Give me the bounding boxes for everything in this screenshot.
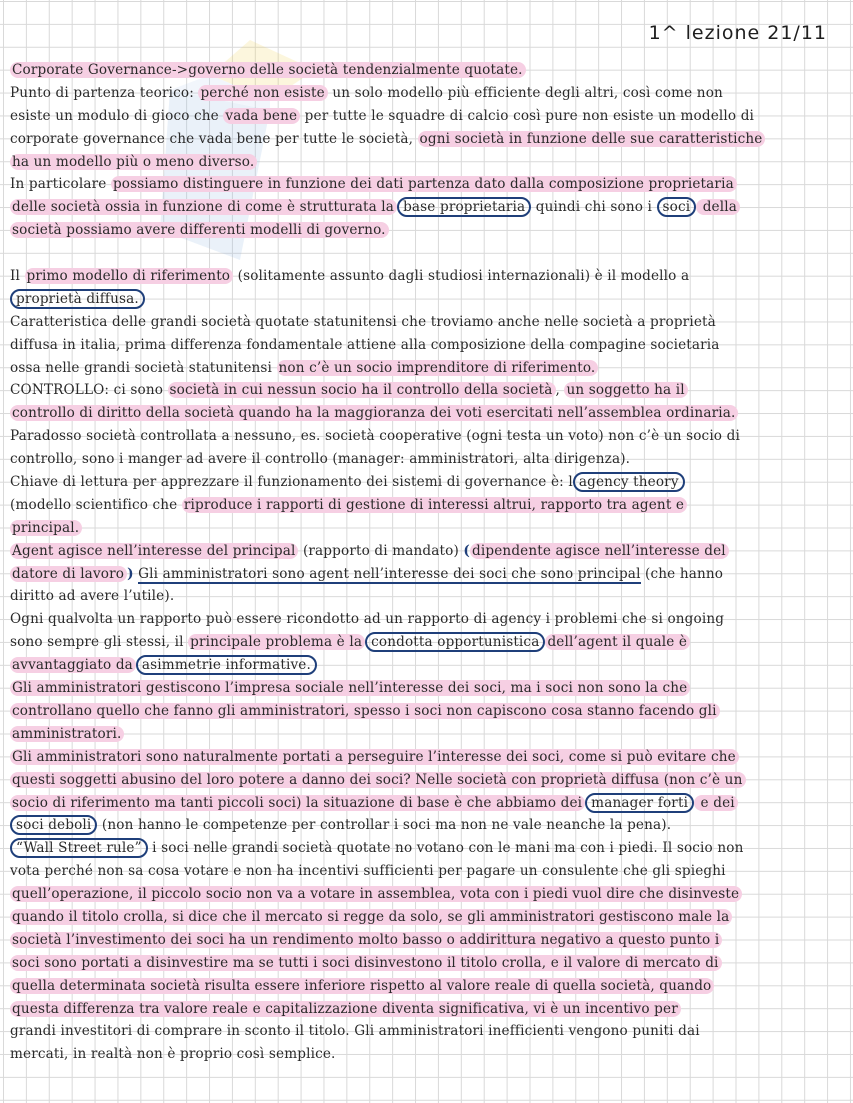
highlighted-text: datore di lavoro	[10, 566, 127, 582]
note-line	[10, 265, 836, 288]
highlighted-text: perché non esiste	[198, 85, 327, 101]
note-line	[10, 1043, 836, 1066]
highlighted-text: delle società ossia in funzione di come è strutturata la	[10, 199, 397, 215]
note-line	[10, 906, 836, 929]
note-line	[10, 242, 836, 265]
highlighted-text: dell’agent il quale è	[545, 634, 690, 650]
notes-body	[10, 59, 836, 1066]
note-line	[10, 929, 836, 952]
highlighted-text: società in cui nessun socio ha il controllo della società	[168, 382, 556, 398]
highlighted-text: socio di riferimento ma tanti piccoli soci) la situazione di base è che abbiamo dei	[10, 795, 585, 811]
note-line	[10, 219, 836, 242]
highlighted-text: Corporate Governance->governo delle società tendenzialmente quotate.	[10, 62, 526, 78]
highlighted-text: riproduce i rapporti di gestione di interessi altrui, rapporto tra agent e	[182, 497, 687, 513]
highlighted-text: ha un modello più o meno diverso.	[10, 154, 257, 170]
note-text: per tutte le squadre di calcio così pure non esiste un modello di	[300, 107, 755, 124]
circled-term: soci deboli	[10, 815, 97, 835]
note-text: diffusa in italia, prima differenza fondamentale attiene alla composizione della compagine societaria	[10, 336, 720, 353]
hand-drawn-paren: )	[127, 565, 134, 582]
circled-term: base proprietaria	[397, 197, 531, 217]
note-line	[10, 837, 836, 860]
note-line	[10, 952, 836, 975]
note-line	[10, 700, 836, 723]
note-text: Punto di partenza teorico:	[10, 84, 199, 101]
note-line	[10, 677, 836, 700]
highlighted-text: avvantaggiato da	[10, 657, 136, 673]
note-line	[10, 723, 836, 746]
note-line	[10, 173, 836, 196]
note-line	[10, 540, 836, 563]
highlighted-text: primo modello di riferimento	[25, 268, 234, 284]
highlighted-text: Agent agisce nell’interesse del principal	[10, 543, 298, 559]
highlighted-text: Gli amministratori sono naturalmente portati a perseguire l’interesse dei soci, come si può evitare che	[10, 749, 739, 765]
note-line	[10, 334, 836, 357]
note-line	[10, 769, 836, 792]
highlighted-text: principale problema è la	[188, 634, 365, 650]
highlighted-text: questi soggetti abusino del loro potere a danno dei soci? Nelle società con proprietà diffusa (non c’è un	[10, 772, 746, 788]
note-text: ,	[555, 382, 565, 399]
highlighted-text: amministratori.	[10, 726, 124, 742]
highlighted-text: e dei	[694, 795, 738, 811]
note-text: (rapporto di mandato)	[298, 542, 464, 559]
note-line	[10, 448, 836, 471]
note-line	[10, 883, 836, 906]
note-line	[10, 402, 836, 425]
note-line	[10, 998, 836, 1021]
circled-term: proprietà diffusa.	[10, 289, 145, 309]
note-text: sono sempre gli stessi, il	[10, 634, 189, 651]
highlighted-text: della	[696, 199, 740, 215]
note-line	[10, 128, 836, 151]
note-line	[10, 860, 836, 883]
highlighted-text: possiamo distinguere in funzione dei dati partenza dato dalla composizione proprietaria	[111, 176, 737, 192]
note-text: (solitamente assunto dagli studiosi internazionali) è il modello a	[233, 268, 690, 285]
note-line	[10, 311, 836, 334]
note-line	[10, 196, 836, 219]
note-line	[10, 746, 836, 769]
highlighted-text: non c’è un socio imprenditore di riferimento.	[277, 360, 599, 376]
note-text: diritto ad avere l’utile).	[10, 588, 175, 605]
highlighted-text: quando il titolo crolla, si dice che il mercato si regge da solo, se gli amministratori gestiscono male la	[10, 909, 732, 925]
highlighted-text: soci sono portati a disinvestire ma se tutti i soci disinvestono il titolo crolla, e il valore di mercato di	[10, 955, 722, 971]
note-line	[10, 494, 836, 517]
circled-term: agency theory	[573, 472, 685, 492]
note-line	[10, 975, 836, 998]
circled-term: “Wall Street rule”	[10, 838, 148, 858]
note-line	[10, 563, 836, 586]
note-line	[10, 654, 836, 677]
note-text: grandi investitori di comprare in sconto il titolo. Gli amministratori inefficienti vengono puniti dai	[10, 1023, 700, 1040]
note-line	[10, 631, 836, 654]
circled-term: asimmetrie informative.	[136, 655, 317, 675]
highlighted-text: società l’investimento dei soci ha un rendimento molto basso o addirittura negativo a questo punto i	[10, 932, 722, 948]
note-text: Ogni qualvolta un rapporto può essere ricondotto ad un rapporto di agency i problemi che si ongoing	[10, 611, 725, 628]
circled-term: soci	[657, 197, 697, 217]
note-text: Paradosso società controllata a nessuno, es. società cooperative (ogni testa un voto) non c’è un socio di	[10, 428, 740, 445]
highlighted-text: principal.	[10, 520, 82, 536]
note-line	[10, 379, 836, 402]
note-line	[10, 608, 836, 631]
note-line	[10, 425, 836, 448]
note-text: Caratteristica delle grandi società quotate statunitensi che troviamo anche nelle società a proprietà	[10, 313, 716, 330]
note-text: ossa nelle grandi società statunitensi	[10, 359, 277, 376]
note-line	[10, 517, 836, 540]
highlighted-text: controllo di diritto della società quando ha la maggioranza dei voti esercitati nell’assemblea ordinaria.	[10, 405, 738, 421]
note-line	[10, 471, 836, 494]
note-text: Chiave di lettura per apprezzare il funzionamento dei sistemi di governance è: l	[10, 474, 573, 491]
note-text: i soci nelle grandi società quotate no votano con le mani ma con i piedi. Il socio non	[147, 840, 744, 857]
hand-drawn-paren: (	[463, 542, 471, 559]
highlighted-text: controllano quello che fanno gli amministratori, spesso i soci non capiscono cosa stanno facendo gli	[10, 703, 720, 719]
note-text: vota perché non sa cosa votare e non ha incentivi sufficienti per pagare un consulente che gli spieghi	[10, 863, 726, 880]
note-text: controllo, sono i manger ad avere il controllo (manager: amministratori, alta dirigenza).	[10, 451, 631, 468]
note-line	[10, 288, 836, 311]
highlighted-text: Gli amministratori gestiscono l’impresa sociale nell’interesse dei soci, ma i soci non sono la che	[10, 680, 690, 696]
underlined-text: Gli amministratori sono agent nell’interesse dei soci che sono principal	[138, 565, 641, 582]
note-text: (modello scientifico che	[10, 496, 182, 513]
note-line	[10, 59, 836, 82]
note-line	[10, 151, 836, 174]
note-text: esiste un modulo di gioco che	[10, 107, 224, 124]
highlighted-text: vada bene	[223, 108, 300, 124]
highlighted-text: ogni società in funzione delle sue caratteristiche	[418, 131, 766, 147]
note-line	[10, 82, 836, 105]
page-title: 1^ lezione 21/11	[648, 22, 827, 44]
circled-term: manager forti	[585, 793, 694, 813]
note-line	[10, 814, 836, 837]
circled-term: condotta opportunistica	[365, 632, 545, 652]
highlighted-text: dipendente agisce nell’interesse del	[470, 543, 729, 559]
note-text: In particolare	[10, 176, 111, 193]
note-text: corporate governance che vada bene per tutte le società,	[10, 130, 418, 147]
note-text: CONTROLLO: ci sono	[10, 382, 168, 399]
note-line	[10, 792, 836, 815]
note-text: un solo modello più efficiente degli altri, così come non	[327, 84, 723, 101]
note-text: quindi chi sono i	[531, 199, 657, 216]
note-text: mercati, in realtà non è proprio così semplice.	[10, 1046, 336, 1063]
note-line	[10, 105, 836, 128]
note-text: Il	[10, 268, 25, 285]
highlighted-text: quell’operazione, il piccolo socio non va a votare in assemblea, vota con i piedi vuol dire che disinveste	[10, 886, 742, 902]
highlighted-text: società possiamo avere differenti modelli di governo.	[10, 222, 389, 238]
note-line	[10, 585, 836, 608]
note-text: (non hanno le competenze per controllar i soci ma non ne vale neanche la pena).	[97, 817, 672, 834]
note-line	[10, 357, 836, 380]
note-line	[10, 1020, 836, 1043]
highlighted-text: un soggetto ha il	[564, 382, 687, 398]
note-text: (che hanno	[640, 565, 724, 582]
highlighted-text: quella determinata società risulta essere inferiore rispetto al valore reale di quella società, quando	[10, 978, 714, 994]
highlighted-text: questa differenza tra valore reale e capitalizzazione diventa significativa, vi è un incentivo per	[10, 1001, 681, 1017]
